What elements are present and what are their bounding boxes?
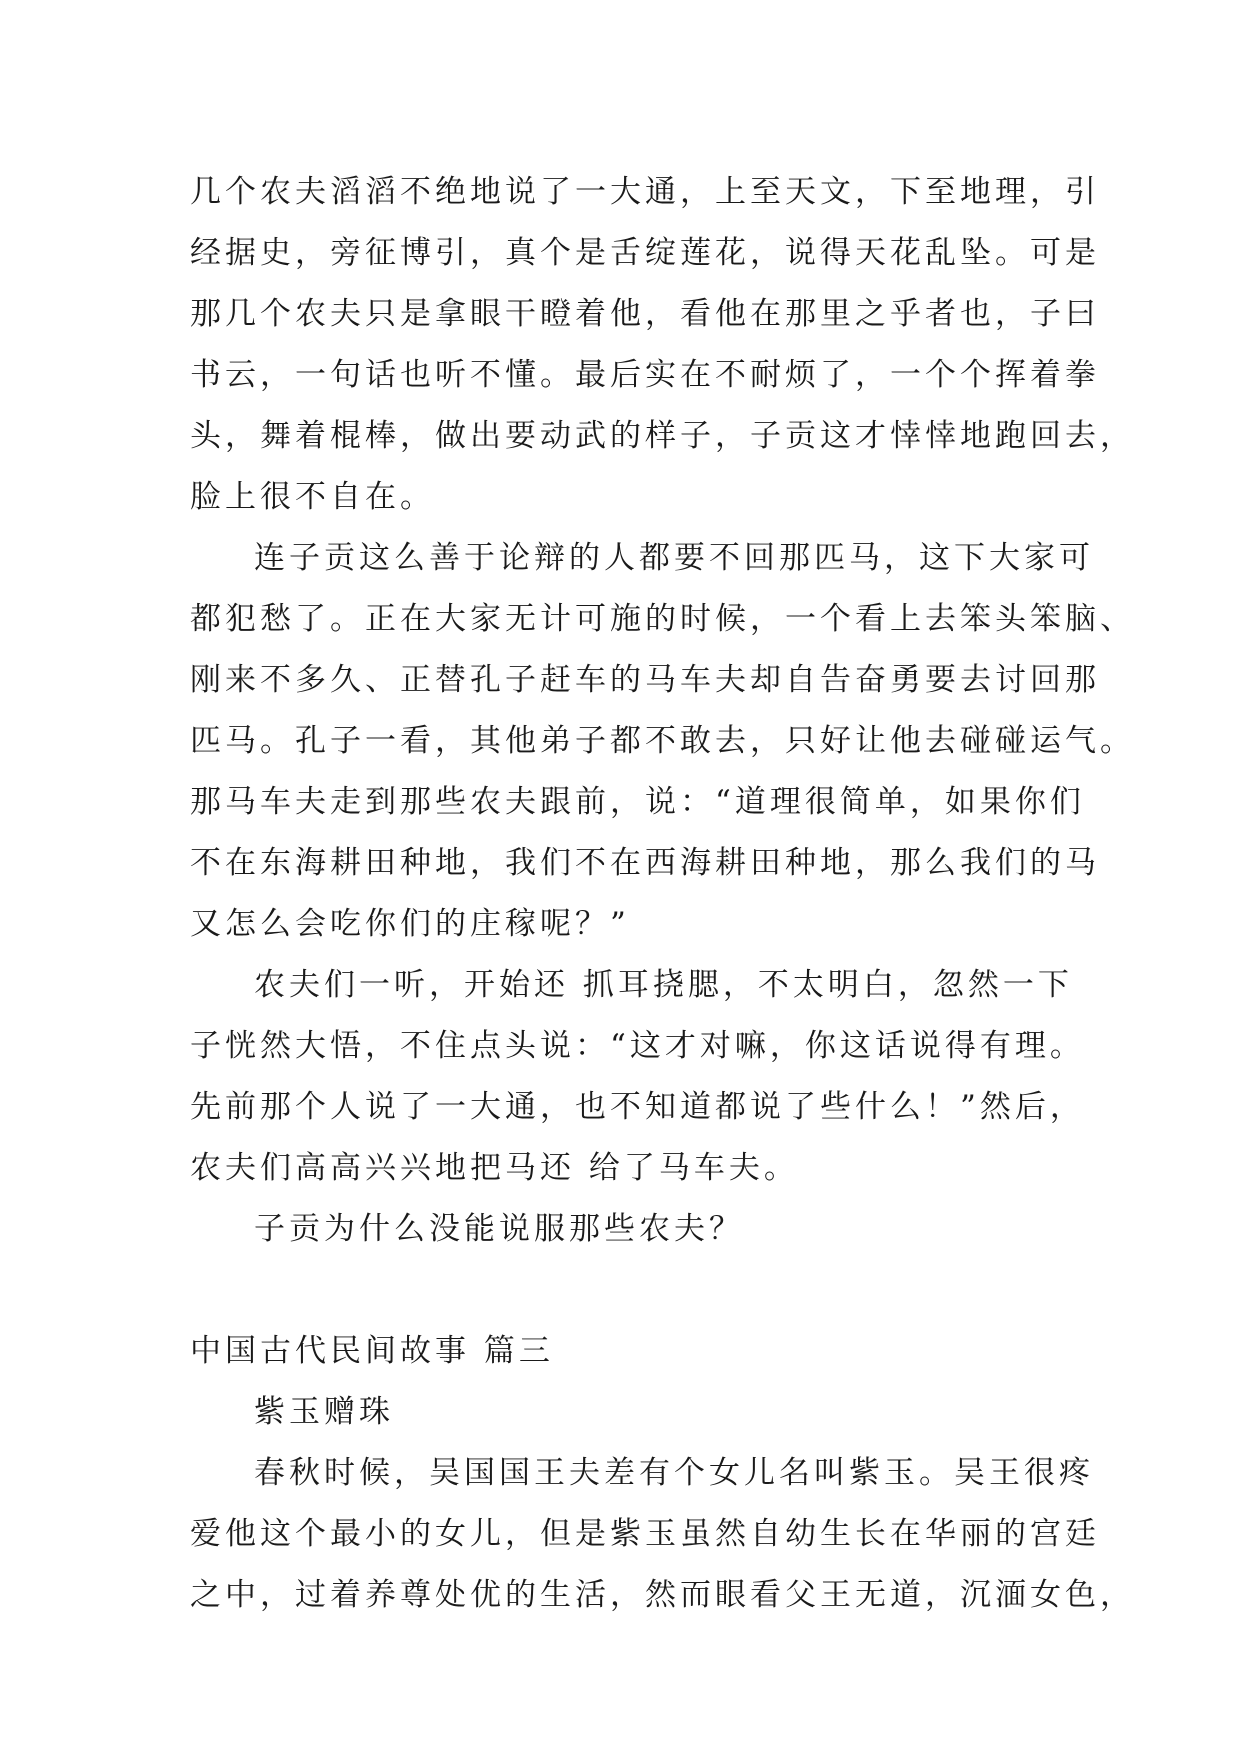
- text-line-9: 刚来不多久、正替孔子赶车的马车夫却自告奋勇要去讨回那: [190, 662, 1100, 698]
- text-line-4: 书云，一句话也听不懂。最后实在不耐烦了，一个个挥着拳: [190, 357, 1100, 393]
- text-line-22: 爱他这个最小的女儿，但是紫玉虽然自幼生长在华丽的宫廷: [190, 1516, 1100, 1552]
- text-line-10: 匹马。孔子一看，其他弟子都不敢去，只好让他去碰碰运气。: [190, 723, 1135, 759]
- text-line-2: 经据史，旁征博引，真个是舌绽莲花，说得天花乱坠。可是: [190, 235, 1100, 271]
- text-line-3: 那几个农夫只是拿眼干瞪着他，看他在那里之乎者也，子曰: [190, 296, 1100, 332]
- section-heading: 中国古代民间故事 篇三: [190, 1333, 554, 1369]
- text-line-15: 子恍然大悟，不住点头说：“这才对嘛，你这话说得有理。: [190, 1028, 1085, 1064]
- text-line-5: 头，舞着棍棒，做出要动武的样子，子贡这才悻悻地跑回去，: [190, 418, 1135, 454]
- blank-gap: [190, 1260, 1050, 1321]
- text-line-1: 几个农夫滔滔不绝地说了一大通，上至天文，下至地理，引: [190, 174, 1100, 210]
- text-line-23: 之中，过着养尊处优的生活，然而眼看父王无道，沉湎女色，: [190, 1577, 1135, 1613]
- text-line-16: 先前那个人说了一大通，也不知道都说了些什么！”然后，: [190, 1089, 1085, 1125]
- text-line-6: 脸上很不自在。: [190, 479, 435, 515]
- question-line: 子贡为什么没能说服那些农夫？: [254, 1211, 744, 1247]
- paragraph-start-line: 春秋时候，吴国国王夫差有个女儿名叫紫玉。吴王很疼: [254, 1455, 1094, 1491]
- document-body: [190, 162, 1135, 1626]
- text-line-12: 不在东海耕田种地，我们不在西海耕田种地，那么我们的马: [190, 845, 1100, 881]
- story-title: 紫玉赠珠: [254, 1394, 394, 1430]
- paragraph-start-line: 农夫们一听，开始还 抓耳挠腮，不太明白，忽然一下: [254, 967, 1073, 1003]
- paragraph-start-line: 连子贡这么善于论辩的人都要不回那匹马，这下大家可: [254, 540, 1094, 576]
- text-line-11: 那马车夫走到那些农夫跟前，说：“道理很简单，如果你们: [190, 784, 1085, 820]
- text-line-17: 农夫们高高兴兴地把马还 给了马车夫。: [190, 1150, 799, 1186]
- text-line-8: 都犯愁了。正在大家无计可施的时候，一个看上去笨头笨脑、: [190, 601, 1135, 637]
- text-line-13: 又怎么会吃你们的庄稼呢？”: [190, 906, 630, 942]
